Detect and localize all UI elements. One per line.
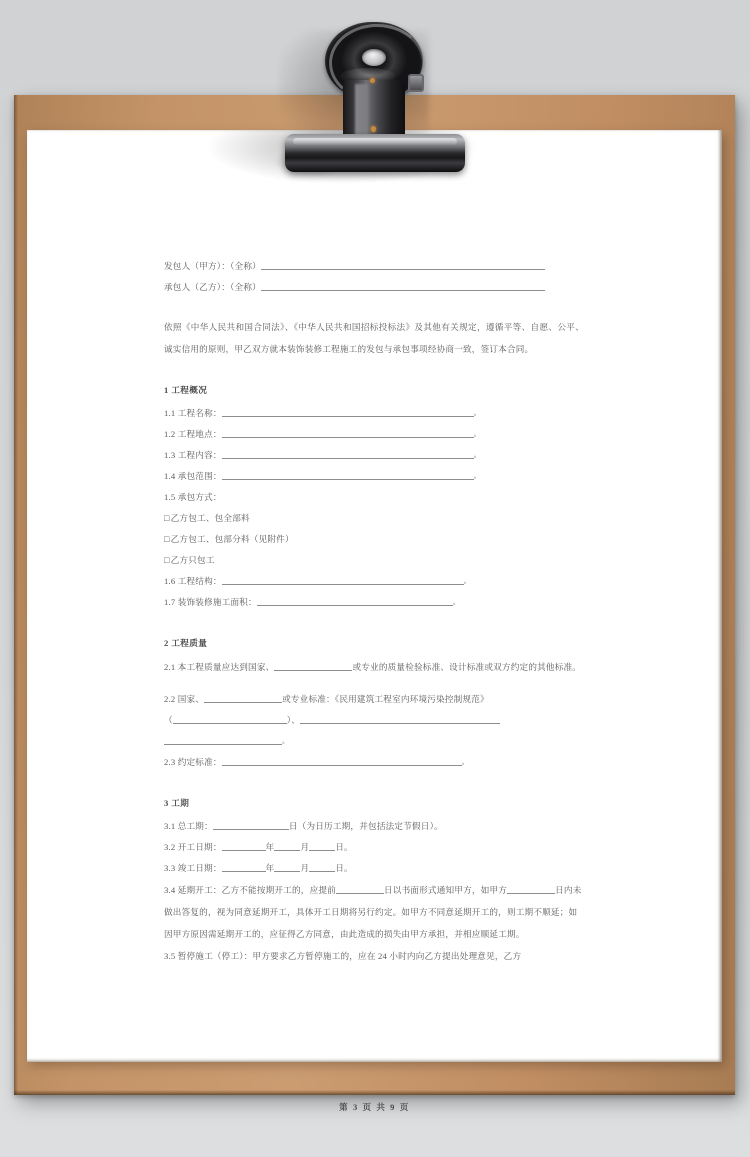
metal-binder-clip[interactable] [277,22,473,174]
continuation-blank [164,734,282,745]
party-b-blank [261,280,545,291]
item-3-3-month-unit: 月 [300,863,310,873]
checkbox-option-full-material[interactable] [164,508,584,529]
item-3-3-year-unit: 年 [265,863,275,873]
clip-disc-center-hole [362,49,386,66]
item-3-3-day-blank [309,861,335,872]
item-3-2-month-blank [274,840,300,851]
item-2-1 [164,656,584,678]
page-footer: 第 3 页 共 9 页 [339,1102,410,1112]
item-2-2-prefix: 2.2 国家、 [164,694,205,704]
clip-lever-handle[interactable] [408,74,424,92]
item-2-1-blank [274,660,352,671]
empty-checkbox-icon[interactable]: □ [164,534,170,544]
item-1-5-label: 1.5 承包方式： [164,492,222,502]
item-3-2-year-blank [222,840,266,851]
item-3-1 [164,816,584,837]
item-1-3 [164,445,584,466]
clipboard-board [14,95,735,1112]
preamble-paragraph: 依照《中华人民共和国合同法》、《中华人民共和国招标投标法》及其他有关规定，遵循平等、自愿、公平、诚实信用的原则，甲乙双方就本装饰装修工程施工的发包与承包事项经协商一致，签订本合同。 [164,322,584,354]
item-2-3-label: 2.3 约定标准： [164,757,222,767]
item-3-2-year-unit: 年 [265,842,275,852]
item-1-4-blank [222,469,474,480]
contract-document-body [164,256,584,967]
item-3-2-month-unit: 月 [300,842,310,852]
item-1-6-blank [222,574,464,585]
checkbox-option-labor-only-label: 乙方只包工 [170,555,215,565]
party-a-blank [261,259,545,270]
item-1-5 [164,487,584,508]
item-3-4-blank-1 [336,883,384,894]
item-3-4-suffix: 日内未做出答复的，视为同意延期开工，具体开工日期将另行约定。如甲方不同意延期开工的，则工期不顺延；如因甲方原因需延期开工的，应征得乙方同意，由此造成的损失由甲方承担，并相应顺延工期。 [164,885,582,939]
item-1-3-tail: 。 [473,451,481,459]
item-3-2-day-blank [309,840,335,851]
item-1-3-label: 1.3 工程内容： [164,450,222,460]
item-1-6 [164,571,584,592]
section-heading-3: 3 工期 [164,798,190,808]
section-heading-2: 2 工程质量 [164,638,208,648]
party-a-label: 发包人（甲方）：（全称） [164,261,261,271]
item-2-2-blank [204,692,282,703]
item-1-1 [164,403,584,424]
item-2-3-tail: 。 [461,758,469,766]
item-3-5: 3.5 暂停施工（停工）：甲方要求乙方暂停施工的，应在 24 小时内向乙方提出处理意见，乙方 [164,951,522,961]
item-1-2-tail: 。 [473,430,481,438]
item-3-2-label: 3.2 开工日期： [164,842,222,852]
item-3-3 [164,858,584,879]
party-line-party-a [164,256,584,277]
item-2-2-paren-line [164,710,584,731]
paren-blank [173,713,287,724]
item-3-2-day-unit: 日。 [335,842,353,852]
item-1-4-tail: 。 [473,472,481,480]
contract-paper-sheet [27,130,722,1112]
item-3-4 [164,879,584,945]
clip-lower-rivet [371,126,376,132]
item-3-4-mid: 日以书面形式通知甲方，如甲方 [383,885,508,895]
item-1-1-tail: 。 [473,409,481,417]
item-3-2 [164,837,584,858]
item-2-2 [164,688,584,710]
item-3-1-suffix: 日（为日历工期，并包括法定节假日）。 [288,821,443,831]
item-3-1-blank [213,819,289,830]
item-2-1-prefix: 2.1 本工程质量应达到国家、 [164,662,275,672]
item-1-6-tail: 。 [463,577,471,585]
item-2-3-blank [222,755,462,766]
item-3-3-day-unit: 日。 [335,863,353,873]
item-1-7 [164,592,584,613]
item-1-4 [164,466,584,487]
checkbox-option-partial-material-label: 乙方包工、包部分料（见附件） [170,534,294,544]
item-1-6-label: 1.6 工程结构： [164,576,222,586]
continuation-tail: 。 [282,737,290,745]
paren-blank-2 [300,713,500,724]
item-2-2-suffix: 或专业标准：《民用建筑工程室内环境污染控制规范》 [282,694,489,704]
item-1-4-label: 1.4 承包范围： [164,471,222,481]
item-3-4-prefix: 3.4 延期开工：乙方不能按期开工的，应提前 [164,885,336,895]
section-heading-1: 1 工程概况 [164,385,208,395]
paren-open: （ [164,715,173,725]
item-1-7-blank [257,595,453,606]
checkbox-option-full-material-label: 乙方包工、包全部料 [170,513,250,523]
item-3-3-year-blank [222,861,266,872]
item-3-3-month-blank [274,861,300,872]
item-1-7-tail: 。 [452,598,461,606]
party-b-label: 承包人（乙方）：（全称） [164,282,261,292]
empty-checkbox-icon[interactable]: □ [164,513,170,523]
party-line-party-b [164,277,584,298]
item-1-1-blank [222,406,474,417]
item-1-7-label: 1.7 装饰装修施工面积： [164,597,257,607]
checkbox-option-labor-only[interactable] [164,550,584,571]
item-3-4-blank-2 [507,883,555,894]
item-1-2-blank [222,427,474,438]
item-3-1-prefix: 3.1 总工期： [164,821,213,831]
paren-close: ）、 [286,715,301,725]
clip-upper-rivet [370,78,375,83]
item-1-2-label: 1.2 工程地点： [164,429,222,439]
item-1-1-label: 1.1 工程名称： [164,408,222,418]
item-2-1-suffix: 或专业的质量检验标准、设计标准或双方约定的其他标准。 [352,662,582,672]
empty-checkbox-icon[interactable]: □ [164,555,170,565]
board-bottom-bevel [14,1090,735,1095]
item-2-2-continuation-line [164,731,584,752]
board-left-bevel [14,95,18,1095]
clip-neck-highlight [355,84,371,140]
clip-bar-highlight [293,138,457,145]
item-3-3-label: 3.3 竣工日期： [164,863,222,873]
item-2-3 [164,752,584,773]
item-1-2 [164,424,584,445]
item-1-3-blank [222,448,474,459]
checkbox-option-partial-material[interactable] [164,529,584,550]
